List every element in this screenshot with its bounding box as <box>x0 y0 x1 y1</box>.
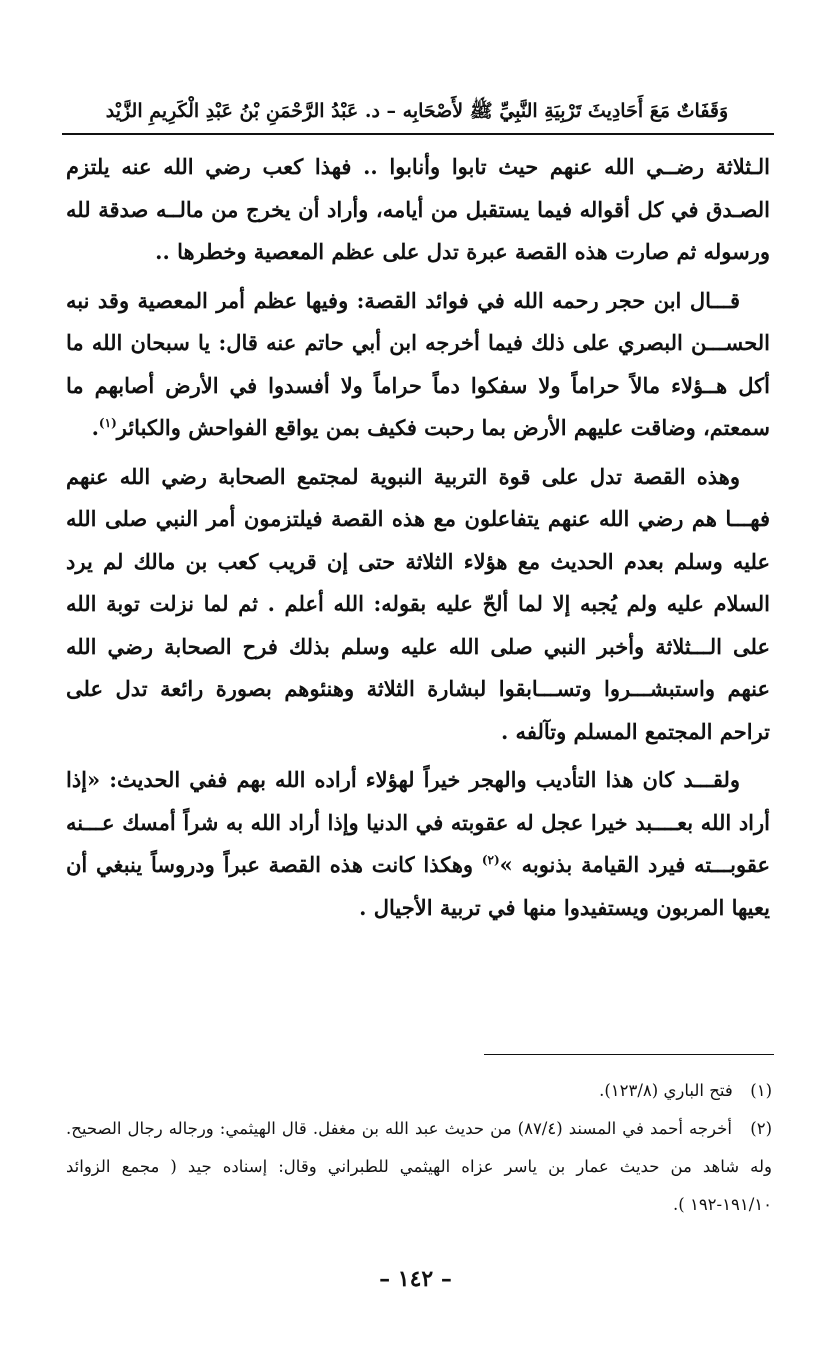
main-text <box>66 146 770 935</box>
paragraph-2-end: . <box>91 415 99 440</box>
running-header: وَقَفَاتٌ مَعَ أَحَادِيثَ تَرْبِيَةِ النَّبِيِّ ﷺ لأَصْحَابِه – د. عَبْدُ الرَّحْمَنِ بْنُ عَبْدِ الْكَرِيمِ الزَّيْد <box>105 100 729 122</box>
paragraph-1 <box>66 146 770 274</box>
header-divider <box>62 133 774 135</box>
page-number: – ١٤٢ – <box>379 1266 452 1292</box>
footnote-2-number: (٢) <box>750 1119 772 1138</box>
paragraph-1-text: الـثلاثة رضــي الله عنهم حيث تابوا وأنابوا .. فهذا كعب رضي الله عنه يلتزم الصـدق في كل أقواله فيما يستقبل من أيامه، وأراد أن يخرج من مالــه صدقة لله ورسوله ثم صارت هذه القصة عبرة تدل على عظم المعصية وخطرها .. <box>66 154 770 264</box>
paragraph-4-end: وهكذا كانت هذه القصة عبراً ودروساً ينبغي أن يعيها المربون ويستفيدوا منها في تربية الأجيال . <box>66 852 770 920</box>
footnote-marker-2: (٢) <box>481 853 500 867</box>
footnote-1-number: (١) <box>750 1081 772 1100</box>
footnote-2 <box>66 1110 772 1224</box>
paragraph-4-text: ولقـــد كان هذا التأديب والهجر خيراً لهؤلاء أراده الله بهم ففي الحديث: «إذا أراد الله بعــــبد خيرا عجل له عقوبته في الدنيا وإذا أراد الله به شراً أمسك عـــنه عقوبـــته فيرد القيامة بذنوبه » <box>66 767 770 877</box>
footnote-1-text: فتح الباري (١٢٣/٨). <box>599 1081 733 1100</box>
paragraph-4 <box>66 759 770 929</box>
paragraph-3-text: وهذه القصة تدل على قوة التربية النبوية لمجتمع الصحابة رضي الله عنهم فهـــا هم رضي الله عنهم يتفاعلون مع هذه القصة فيلتزمون أمر النبي صلى الله عليه وسلم بعدم الحديث مع هؤلاء الثلاثة حتى إن قريب كعب بن مالك لم يرد السلام عليه ولم يُجبه إلا لما ألحّ عليه بقوله: الله أعلم . ثم لما نزلت توبة الله على الـــثلاثة وأخبر النبي صلى الله عليه وسلم بذلك فرح الصحابة رضي الله عنهم واستبشـــروا وتســـابقوا لبشارة الثلاثة وهنئوهم بصورة رائعة تدل على تراحم المجتمع المسلم وتآلفه . <box>66 463 770 744</box>
paragraph-3 <box>66 456 770 754</box>
paragraph-2 <box>66 280 770 450</box>
footnote-marker-1: (١) <box>98 416 117 430</box>
paragraph-2-text: قـــال ابن حجر رحمه الله في فوائد القصة: وفيها عظم أمر المعصية وقد نبه الحســـن البصري على ذلك فيما أخرجه ابن أبي حاتم عنه قال: يا سبحان الله ما أكل هــؤلاء مالاً حراماً ولا سفكوا دماً حراماً ولا أفسدوا في الأرض أصابهم ما سمعتم، وضاقت عليهم الأرض بما رحبت فكيف بمن يواقع الفواحش والكبائر <box>66 287 770 440</box>
footnote-1 <box>66 1072 772 1110</box>
footnote-2-text: أخرجه أحمد في المسند (٨٧/٤) من حديث عبد الله بن مغفل. قال الهيثمي: ورجاله رجال الصحيح. وله شاهد من حديث عمار بن ياسر عزاه الهيثمي للطبراني وقال: إسناده جيد ( مجمع الزوائد ١٩١/١٠-١٩٢ ). <box>66 1119 772 1214</box>
footnote-divider <box>484 1054 774 1055</box>
footnotes <box>66 1072 772 1224</box>
